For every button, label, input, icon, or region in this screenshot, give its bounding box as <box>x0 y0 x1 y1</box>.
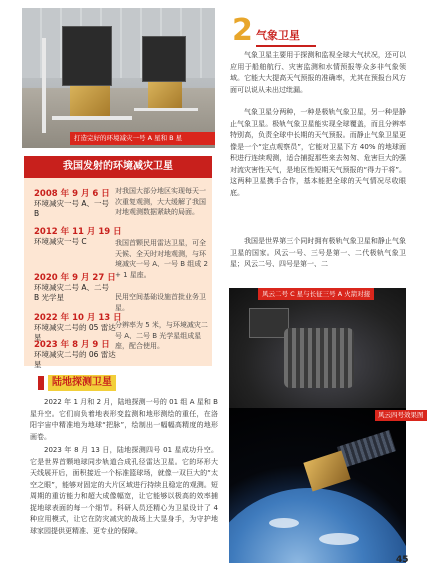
section-number: 2 <box>232 13 253 48</box>
photo-bottom-caption: 风云四号效果图 <box>375 410 427 421</box>
paragraph: 2023 年 8 月 13 日，陆地探测四号 01 星成功升空。它是世界首颗地球同步轨道合成孔径雷达卫星。它的环形大天线展开后，面积接近一个标准篮球场，就像一双巨大的“太空之眼”，能够对固定的大片区域进行持续且稳定的观测。短周期的重访能力和超大成像幅宽，让它能够以极高的效率捕捉地球表面的每一个细节。科研人员还精心为卫星设计了 4 种应用模式，让它在防灾减灾的战场上大显身手，为守护地球家园提供更精准、更专业的保障。 <box>30 446 218 535</box>
satellite-photo-top <box>22 8 215 148</box>
section-title: 气象卫星 <box>256 27 316 47</box>
timeline-event: 环境减灾二号 A、二号 B 光学星 <box>34 283 110 302</box>
photo-mid-caption: 风云二号 C 星与长征三号 A 火箭对接 <box>258 288 374 300</box>
paragraph: 气象卫星主要用于探测和监视全球大气状况，还可以应用于船舶航行、灾害监测和水情预报等众多非气象领域。它能大大提高天气预报的准确率，尤其在预报台风方面可以说从未出过纰漏。 <box>230 51 406 94</box>
timeline-event: 环境减灾一号 A、一号 B <box>34 199 110 218</box>
fengyun-render-photo <box>229 408 406 563</box>
timeline-description: 我国首颗民用雷达卫星，可全天候、全天时对地观测，与环境减灾一号 A、一号 B 组成 2 + 1 星座。 <box>115 239 208 279</box>
timeline-description: 民用空间基础设施首批业务卫星。 <box>115 293 206 312</box>
timeline-event: 环境减灾二号的 05 雷达星 <box>34 323 116 342</box>
paragraph: 2022 年 1 月和 2 月，陆地探测一号的 01 组 A 星和 B 星升空。它们肩负着地表形变监测和地形测绘的重任，在洛阳宇宙中精准地为地球“把脉”，绘制出一幅幅高精度的地形画卷。 <box>30 398 218 441</box>
timeline-date: 2020 年 9 月 27 日 <box>34 273 116 283</box>
satellite-rocket-photo <box>229 288 406 413</box>
paragraph: 我国是世界第三个同时拥有极轨气象卫星和静止气象卫星的国家。风云一号、三号是第一、二代极轨气象卫星；风云二号、四号是第一、二 <box>230 237 406 268</box>
paragraph: 气象卫星分两种，一种是极轨气象卫星，另一种是静止气象卫星。极轨气象卫星能实现全球覆盖，而且分辨率特别高，负责全球中长期的天气预报。而静止气象卫星更像是一个“定点观察员”，它能对卫星下方 40% 的地球面积进行连续观测，适合捕捉那些来去匆匆、危害巨大的强对流灾害性天气，是地区性短期天气预报的“得力干将”。这两种卫星携手合作，基本能把全球的天气情况尽收眼底。 <box>230 108 406 197</box>
timeline-date: 2022 年 10 月 13 日 <box>34 313 122 323</box>
timeline-event: 环境减灾一号 C <box>34 237 87 246</box>
timeline-date: 2023 年 8 月 9 日 <box>34 340 110 350</box>
sidebar-title: 我国发射的环境减灾卫星 <box>63 161 173 172</box>
page-number: 45 <box>396 555 409 565</box>
timeline-event: 环境减灾二号的 06 雷达星 <box>34 350 116 369</box>
timeline-description: 对我国大部分地区实现每天一次重复观测，大大缓解了我国对地观测数据紧缺的局面。 <box>115 187 206 216</box>
timeline-date: 2008 年 9 月 6 日 <box>34 189 110 199</box>
section-marker <box>38 376 44 390</box>
photo-top-caption: 打造完好的环境减灾一号 A 星和 B 星 <box>70 132 215 145</box>
timeline-date: 2012 年 11 月 19 日 <box>34 227 122 237</box>
timeline-description: 分辨率为 5 米，与环境减灾二号 A、二号 B 光学星组成星座，配合使用。 <box>115 321 208 350</box>
section-title: 陆地探测卫星 <box>48 375 116 391</box>
